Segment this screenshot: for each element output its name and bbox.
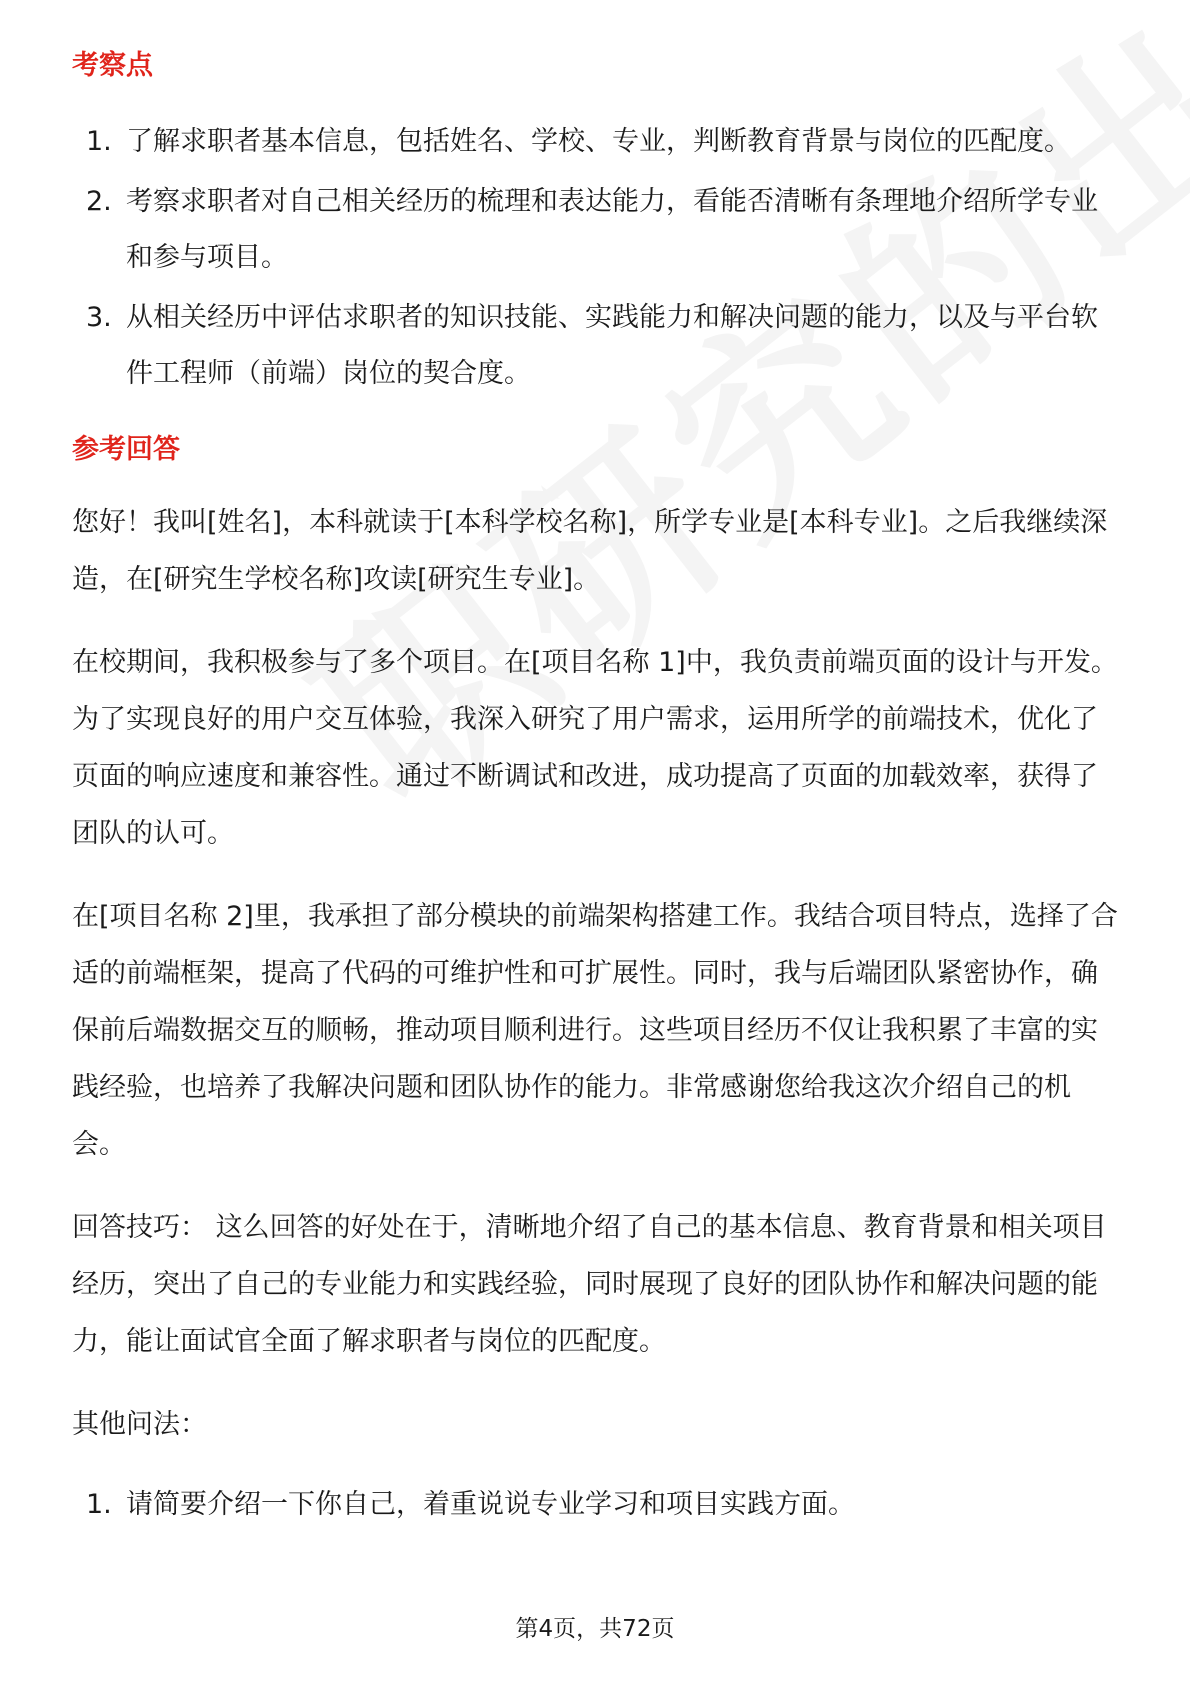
section-heading-assessment: 考察点 — [72, 50, 153, 81]
answer-paragraph-project-1: 在校期间，我积极参与了多个项目。在[项目名称 1]中，我负责前端页面的设计与开发。为了实现良好的用户交互体验，我深入研究了用户需求，运用所学的前端技术，优化了页面的响应速度和兼容性。通过不断调试和改进，成功提高了页面的加载效率，获得了团队的认可。 — [72, 647, 1118, 849]
list-item-text: 了解求职者基本信息，包括姓名、学校、专业，判断教育背景与岗位的匹配度。 — [126, 126, 1071, 157]
list-item — [72, 114, 1118, 170]
answer-paragraph-intro: 您好！我叫[姓名]，本科就读于[本科学校名称]，所学专业是[本科专业]。之后我继续深造，在[研究生学校名称]攻读[研究生专业]。 — [72, 507, 1108, 595]
list-number: 1. — [86, 1489, 112, 1520]
list-item-text: 考察求职者对自己相关经历的梳理和表达能力，看能否清晰有条理地介绍所学专业和参与项目。 — [126, 186, 1098, 273]
answer-paragraph-project-2: 在[项目名称 2]里，我承担了部分模块的前端架构搭建工作。我结合项目特点，选择了合适的前端框架，提高了代码的可维护性和可扩展性。同时，我与后端团队紧密协作，确保前后端数据交互的顺畅，推动项目顺利进行。这些项目经历不仅让我积累了丰富的实践经验，也培养了我解决问题和团队协作的能力。非常感谢您给我这次介绍自己的机会。 — [72, 901, 1118, 1160]
section-heading-reference-answer: 参考回答 — [72, 434, 180, 465]
answer-tips-paragraph: 回答技巧： 这么回答的好处在于，清晰地介绍了自己的基本信息、教育背景和相关项目经历，突出了自己的专业能力和实践经验，同时展现了良好的团队协作和解决问题的能力，能让面试官全面了解求职者与岗位的匹配度。 — [72, 1212, 1107, 1357]
list-item — [72, 174, 1118, 286]
assessment-list — [72, 114, 1118, 402]
list-number: 2. — [86, 186, 112, 217]
other-questions-label: 其他问法： — [72, 1409, 207, 1440]
list-number: 3. — [86, 302, 112, 333]
list-number: 1. — [86, 126, 112, 157]
list-item — [72, 290, 1118, 402]
list-item-text: 请简要介绍一下你自己，着重说说专业学习和项目实践方面。 — [126, 1489, 855, 1520]
page-number-footer: 第4页，共72页 — [515, 1616, 675, 1642]
other-questions-list — [72, 1477, 1118, 1533]
list-item — [72, 1477, 1118, 1533]
list-item-text: 从相关经历中评估求职者的知识技能、实践能力和解决问题的能力，以及与平台软件工程师（前端）岗位的契合度。 — [126, 302, 1098, 389]
